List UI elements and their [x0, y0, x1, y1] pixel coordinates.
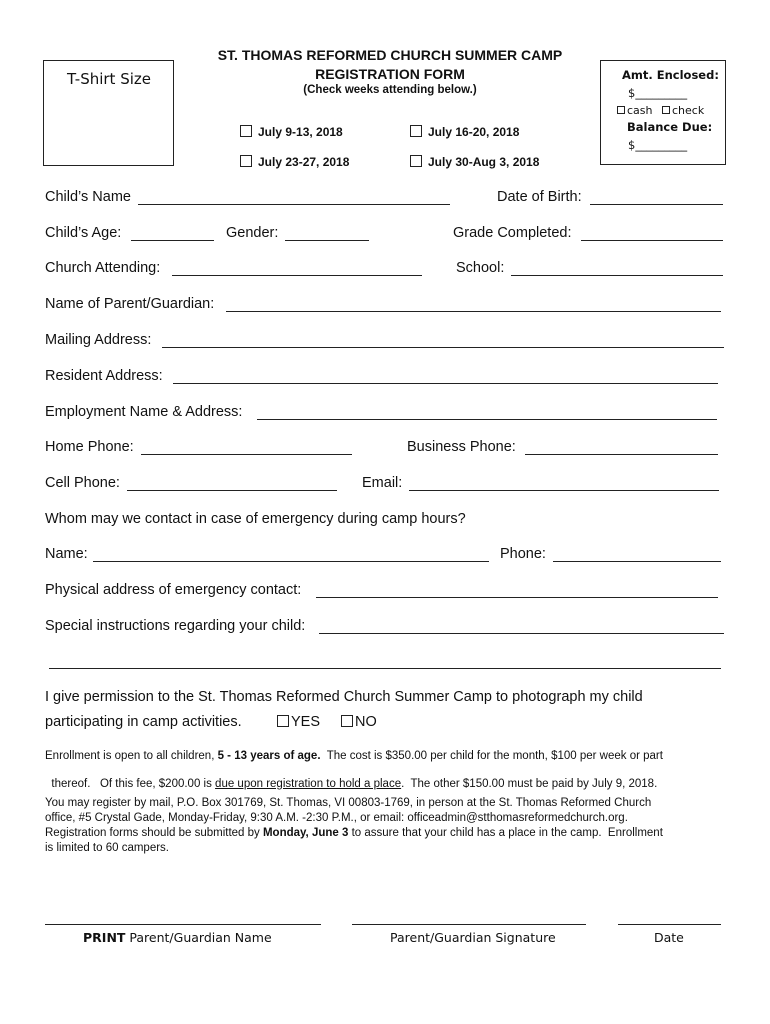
date-label: Date	[654, 930, 684, 945]
register-deadline: Monday, June 3	[262, 827, 349, 839]
emergency-phone-field[interactable]	[553, 561, 721, 562]
form-subtitle: REGISTRATION FORM	[315, 66, 465, 82]
cell-phone-field[interactable]	[127, 490, 337, 491]
print-label-rest: Parent/Guardian Name	[125, 930, 272, 945]
photo-permission-text: I give permission to the St. Thomas Reformed Church Summer Camp to photograph my child	[45, 689, 643, 705]
cash-label: cash	[627, 104, 653, 117]
register-line-1: You may register by mail, P.O. Box 301769, St. Thomas, VI 00803-1769, in person at the St. Thomas Reformed Church	[45, 797, 652, 809]
register-text-b: to assure that your child has a place in the camp. Enrollment	[348, 827, 663, 839]
emergency-name-label: Name:	[45, 546, 88, 562]
gender-label: Gender:	[226, 225, 279, 241]
home-phone-field[interactable]	[141, 454, 352, 455]
cash-checkbox[interactable]	[617, 106, 625, 114]
amount-enclosed-line[interactable]: $_________	[628, 86, 688, 100]
check-label: check	[672, 104, 705, 117]
week-checkbox-2[interactable]	[410, 125, 422, 137]
print-name-line[interactable]	[45, 924, 321, 925]
week-label-3: July 23-27, 2018	[258, 155, 350, 169]
parent-name-label: Name of Parent/Guardian:	[45, 296, 215, 312]
print-name-label	[83, 930, 272, 945]
grade-label: Grade Completed:	[453, 225, 572, 241]
signature-label: Parent/Guardian Signature	[390, 930, 556, 945]
yes-checkbox[interactable]	[277, 715, 289, 727]
mailing-address-field[interactable]	[162, 347, 724, 348]
register-text-a: Registration forms should be submitted by	[45, 827, 263, 839]
enrollment-text-b: The cost is $350.00 per child for the month, $100 per week or part	[320, 750, 663, 762]
business-phone-field[interactable]	[525, 454, 718, 455]
special-instructions-label: Special instructions regarding your child:	[45, 618, 306, 634]
week-label-4: July 30-Aug 3, 2018	[428, 155, 540, 169]
enrollment-text-d: . The other $150.00 must be paid by July 9, 2018.	[401, 778, 658, 790]
date-line[interactable]	[618, 924, 721, 925]
special-instructions-field-2[interactable]	[49, 668, 721, 669]
special-instructions-field[interactable]	[319, 633, 724, 634]
permission-no-option[interactable]	[341, 714, 377, 730]
photo-permission-text-2: participating in camp activities.	[45, 714, 242, 730]
form-title: ST. THOMAS REFORMED CHURCH SUMMER CAMP	[217, 47, 563, 63]
church-label: Church Attending:	[45, 260, 161, 276]
enrollment-deposit-note: due upon registration to hold a place	[215, 778, 402, 790]
week-option-4[interactable]	[410, 155, 539, 169]
enrollment-text-a: Enrollment is open to all children,	[45, 750, 218, 762]
week-option-2[interactable]	[410, 125, 519, 139]
week-checkbox-4[interactable]	[410, 155, 422, 167]
week-label-1: July 9-13, 2018	[258, 125, 343, 139]
no-label: NO	[355, 714, 377, 730]
home-phone-label: Home Phone:	[45, 439, 134, 455]
dob-field[interactable]	[590, 204, 723, 205]
print-label-bold: PRINT	[83, 930, 126, 945]
week-option-1[interactable]	[240, 125, 343, 139]
resident-address-field[interactable]	[173, 383, 718, 384]
register-line-3	[45, 827, 663, 839]
emergency-address-label: Physical address of emergency contact:	[45, 582, 302, 598]
child-name-label: Child’s Name	[45, 189, 131, 205]
email-field[interactable]	[409, 490, 719, 491]
amount-enclosed-label: Amt. Enclosed:	[622, 68, 719, 82]
emergency-phone-label: Phone:	[500, 546, 546, 562]
check-checkbox[interactable]	[662, 106, 670, 114]
mailing-address-label: Mailing Address:	[45, 332, 152, 348]
week-label-2: July 16-20, 2018	[428, 125, 520, 139]
signature-line[interactable]	[352, 924, 586, 925]
child-age-label: Child’s Age:	[45, 225, 122, 241]
emergency-address-field[interactable]	[316, 597, 718, 598]
child-age-field[interactable]	[131, 240, 214, 241]
permission-yes-option[interactable]	[277, 714, 320, 730]
school-label: School:	[456, 260, 505, 276]
emergency-question: Whom may we contact in case of emergency during camp hours?	[45, 511, 466, 527]
cell-phone-label: Cell Phone:	[45, 475, 120, 491]
tshirt-size-label: T-Shirt Size	[67, 70, 152, 88]
week-option-3[interactable]	[240, 155, 349, 169]
register-line-4: is limited to 60 campers.	[45, 842, 169, 854]
register-line-2: office, #5 Crystal Gade, Monday-Friday, 9:30 A.M. -2:30 P.M., or email: officeadmin@stthomasreformedchurch.org.	[45, 812, 628, 824]
emergency-name-field[interactable]	[93, 561, 489, 562]
balance-due-label: Balance Due:	[627, 120, 713, 134]
employment-label: Employment Name & Address:	[45, 404, 243, 420]
enrollment-age-range: 5 - 13 years of age.	[217, 750, 321, 762]
balance-due-line[interactable]: $_________	[628, 138, 688, 152]
business-phone-label: Business Phone:	[407, 439, 516, 455]
gender-field[interactable]	[285, 240, 369, 241]
payment-method[interactable]	[617, 104, 704, 117]
week-checkbox-3[interactable]	[240, 155, 252, 167]
school-field[interactable]	[511, 275, 723, 276]
grade-field[interactable]	[581, 240, 723, 241]
week-instruction: (Check weeks attending below.)	[303, 84, 477, 96]
email-label: Email:	[362, 475, 403, 491]
church-field[interactable]	[172, 275, 422, 276]
no-checkbox[interactable]	[341, 715, 353, 727]
week-checkbox-1[interactable]	[240, 125, 252, 137]
yes-label: YES	[291, 714, 321, 730]
resident-address-label: Resident Address:	[45, 368, 163, 384]
enrollment-text-c: thereof. Of this fee, $200.00 is	[51, 778, 216, 790]
enrollment-line-1	[45, 750, 663, 762]
employment-field[interactable]	[257, 419, 717, 420]
parent-name-field[interactable]	[226, 311, 721, 312]
child-name-field[interactable]	[138, 204, 450, 205]
dob-label: Date of Birth:	[497, 189, 582, 205]
enrollment-line-2	[45, 766, 657, 790]
